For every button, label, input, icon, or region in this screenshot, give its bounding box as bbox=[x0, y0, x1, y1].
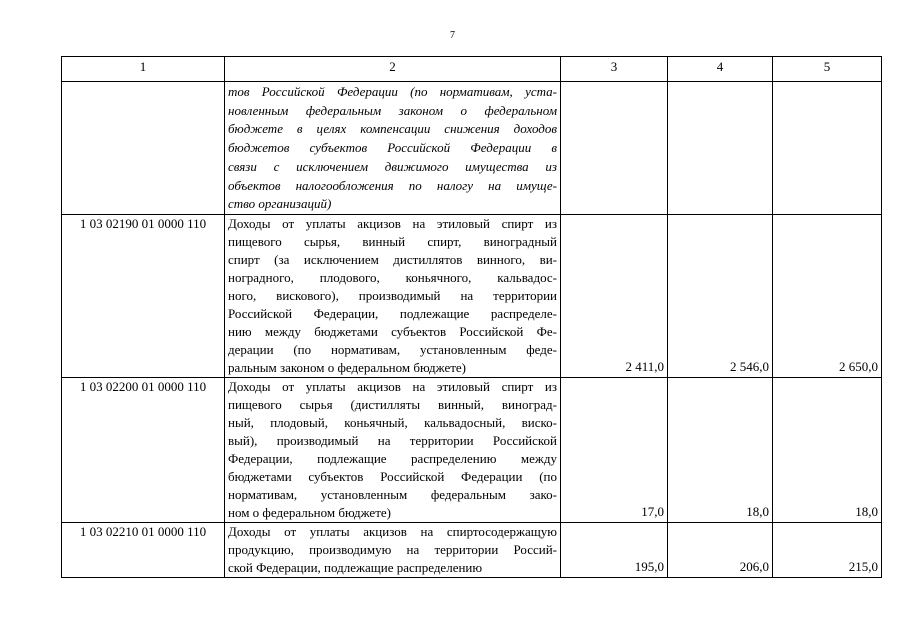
value-col-5: 215,0 bbox=[773, 522, 882, 577]
value-col-3: 17,0 bbox=[561, 377, 668, 522]
budget-code: 1 03 02210 01 0000 110 bbox=[62, 522, 225, 577]
header-row bbox=[62, 57, 882, 82]
description-line: Доходы от уплаты акцизов на этиловый спирт из bbox=[228, 378, 557, 394]
description-line: ноградного, плодового, коньячного, кальвадос- bbox=[228, 269, 557, 285]
column-header-1: 1 bbox=[62, 57, 225, 82]
description-line: нормативам, установленным федеральным зако- bbox=[228, 486, 557, 502]
description-line: Федерации, подлежащие распределению между bbox=[228, 450, 557, 466]
revenue-table bbox=[61, 56, 882, 578]
description-line: Доходы от уплаты акцизов на этиловый спирт из bbox=[228, 215, 557, 231]
column-header-4: 4 bbox=[668, 57, 773, 82]
description-line: ство организаций) bbox=[228, 196, 332, 212]
description-line: продукцию, производимую на территории Россий- bbox=[228, 541, 557, 557]
value-col-4: 2 546,0 bbox=[668, 214, 773, 377]
description-line: ской Федерации, подлежащие распределению bbox=[228, 559, 483, 575]
value-col-3: 195,0 bbox=[561, 522, 668, 577]
description-line: ральным законом о федеральном бюджете) bbox=[228, 359, 466, 375]
value-col-3 bbox=[561, 82, 668, 215]
description-line: тов Российской Федерации (по нормативам, уста- bbox=[228, 84, 557, 99]
description-line: новленным федеральным законом о федеральном bbox=[228, 102, 557, 118]
value-col-5: 18,0 bbox=[773, 377, 882, 522]
value-col-3: 2 411,0 bbox=[561, 214, 668, 377]
page-number: 7 bbox=[450, 30, 455, 41]
row-description bbox=[225, 214, 561, 377]
description-line: бюджетов субъектов Российской Федерации в bbox=[228, 140, 557, 156]
description-line: пищевого сырья (дистилляты винный, виноград- bbox=[228, 396, 557, 412]
budget-code bbox=[62, 82, 225, 215]
value-col-4: 18,0 bbox=[668, 377, 773, 522]
budget-code: 1 03 02190 01 0000 110 bbox=[62, 214, 225, 377]
description-line: вый), производимый на территории Российской bbox=[228, 432, 557, 448]
column-header-3: 3 bbox=[561, 57, 668, 82]
description-line: бюджете в целях компенсации снижения доходов bbox=[228, 121, 557, 137]
description-line: ном о федеральном бюджете) bbox=[228, 504, 391, 520]
description-line: Российской Федерации, подлежащие распределе- bbox=[228, 305, 557, 321]
table-row bbox=[62, 214, 882, 377]
table-row bbox=[62, 522, 882, 577]
description-line: связи с исключением движимого имущества из bbox=[228, 158, 557, 174]
value-col-5: 2 650,0 bbox=[773, 214, 882, 377]
description-line: ного, вискового), производимый на территории bbox=[228, 287, 557, 303]
description-line: ный, плодовый, коньячный, кальвадосный, виско- bbox=[228, 414, 557, 430]
row-description bbox=[225, 522, 561, 577]
column-header-2: 2 bbox=[225, 57, 561, 82]
description-line: пищевого сырья, винный спирт, виноградный bbox=[228, 233, 557, 249]
table-row bbox=[62, 377, 882, 522]
value-col-4 bbox=[668, 82, 773, 215]
budget-code: 1 03 02200 01 0000 110 bbox=[62, 377, 225, 522]
description-line: спирт (за исключением дистиллятов винного, ви- bbox=[228, 251, 557, 267]
value-col-5 bbox=[773, 82, 882, 215]
table-row bbox=[62, 82, 882, 215]
description-line: бюджетами субъектов Российской Федерации (по bbox=[228, 468, 557, 484]
row-description bbox=[225, 377, 561, 522]
description-line: дерации (по нормативам, установленным феде- bbox=[228, 341, 557, 357]
description-line: нию между бюджетами субъектов Российской Фе- bbox=[228, 323, 557, 339]
column-header-5: 5 bbox=[773, 57, 882, 82]
description-line: Доходы от уплаты акцизов на спиртосодержащую bbox=[228, 523, 557, 539]
value-col-4: 206,0 bbox=[668, 522, 773, 577]
row-description bbox=[225, 82, 561, 215]
description-line: объектов налогообложения по налогу на имуще- bbox=[228, 177, 557, 193]
